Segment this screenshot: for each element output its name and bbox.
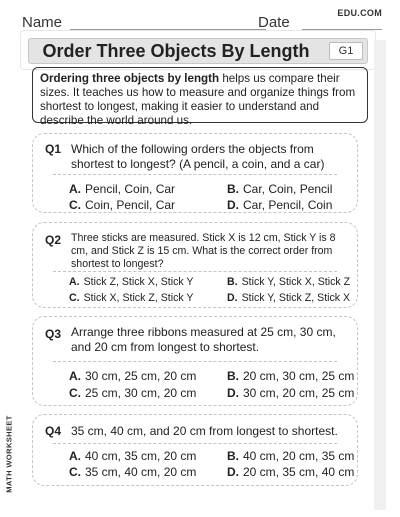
question-q1 bbox=[32, 133, 358, 213]
date-line[interactable] bbox=[302, 29, 382, 30]
option-c[interactable]: C. Coin, Pencil, Car bbox=[69, 198, 176, 212]
question-divider bbox=[53, 361, 337, 362]
option-b[interactable]: B. Car, Coin, Pencil bbox=[227, 182, 333, 196]
option-d[interactable]: D. 30 cm, 20 cm, 25 cm bbox=[227, 386, 355, 400]
question-text: Three sticks are measured. Stick X is 12 cm, Stick Y is 8 cm, and Stick Z is 15 cm. What is the correct order from shortest to longest? bbox=[71, 232, 336, 270]
title-bar bbox=[28, 38, 368, 64]
question-divider bbox=[53, 174, 337, 175]
intro-text: helps us compare their sizes. It teaches us how to measure and organize things from shortest to longest, making it easier to understand and describe the world around us. bbox=[40, 72, 356, 127]
option-d[interactable]: D. 20 cm, 35 cm, 40 cm bbox=[227, 465, 355, 479]
question-text: 35 cm, 40 cm, and 20 cm from longest to shortest. bbox=[71, 424, 338, 438]
option-b[interactable]: B. 20 cm, 30 cm, 25 cm bbox=[227, 369, 355, 383]
question-q3 bbox=[32, 316, 358, 406]
intro-bold: Ordering three objects by length bbox=[40, 72, 220, 85]
option-d[interactable]: D. Stick Y, Stick Z, Stick X bbox=[227, 292, 351, 304]
option-a[interactable]: A. 40 cm, 35 cm, 20 cm bbox=[69, 449, 197, 463]
grade-badge: G1 bbox=[329, 42, 363, 60]
question-text: Arrange three ribbons measured at 25 cm, 30 cm, and 20 cm from longest to shortest. bbox=[71, 325, 336, 354]
question-number: Q1 bbox=[45, 142, 62, 156]
option-a[interactable]: A. Pencil, Coin, Car bbox=[69, 182, 176, 196]
option-c[interactable]: C. 25 cm, 30 cm, 20 cm bbox=[69, 386, 197, 400]
brand-logo: EDU.COM bbox=[337, 8, 382, 18]
name-date-row bbox=[18, 8, 382, 34]
name-line[interactable] bbox=[70, 29, 266, 30]
option-d[interactable]: D. Car, Pencil, Coin bbox=[227, 198, 333, 212]
question-divider bbox=[53, 271, 337, 272]
question-q2 bbox=[32, 222, 358, 308]
intro-box bbox=[32, 67, 368, 127]
option-b[interactable]: B. Stick Y, Stick X, Stick Z bbox=[227, 276, 351, 288]
option-c[interactable]: C. Stick X, Stick Z, Stick Y bbox=[69, 292, 194, 304]
option-a[interactable]: A. 30 cm, 25 cm, 20 cm bbox=[69, 369, 197, 383]
side-label: MATH WORKSHEET bbox=[4, 415, 14, 493]
page-title: Order Three Objects By Length bbox=[42, 41, 310, 61]
name-label: Name bbox=[22, 14, 63, 31]
page-edge-shadow bbox=[374, 40, 386, 510]
question-q4 bbox=[32, 414, 358, 486]
date-label: Date bbox=[258, 14, 290, 31]
question-number: Q3 bbox=[45, 327, 62, 341]
question-number: Q2 bbox=[45, 233, 62, 247]
question-text: Which of the following orders the objects from shortest to longest? (A pencil, a coin, and a car) bbox=[71, 142, 325, 171]
question-number: Q4 bbox=[45, 424, 62, 438]
option-b[interactable]: B. 40 cm, 20 cm, 35 cm bbox=[227, 449, 355, 463]
option-c[interactable]: C. 35 cm, 40 cm, 20 cm bbox=[69, 465, 197, 479]
question-divider bbox=[53, 443, 337, 444]
option-a[interactable]: A. Stick Z, Stick X, Stick Y bbox=[69, 276, 194, 288]
